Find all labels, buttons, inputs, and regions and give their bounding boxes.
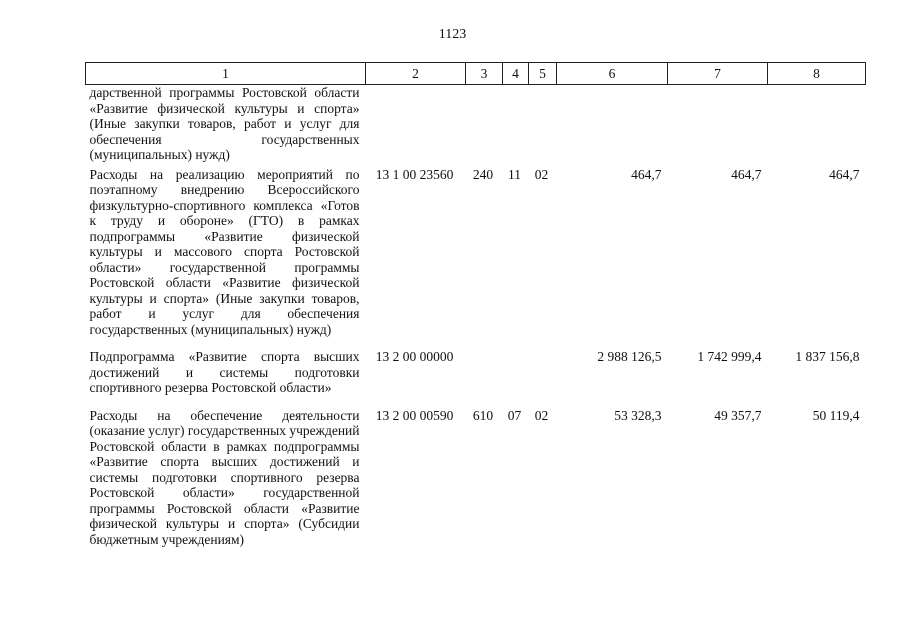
- row-value-col8: [768, 85, 866, 163]
- table-header-row: [86, 63, 866, 85]
- row-subsection: 02: [534, 407, 549, 423]
- row-expense-type: [466, 345, 503, 404]
- row-subsection: 02: [534, 166, 549, 182]
- column-header-8: 8: [768, 63, 866, 85]
- row-target-code: 13 2 00 00590: [375, 407, 454, 423]
- row-section: 11: [508, 166, 521, 182]
- row-value-col6: 2 988 126,5: [597, 349, 662, 364]
- row-expense-type: [466, 85, 503, 163]
- row-value-col8: 50 119,4: [812, 407, 860, 423]
- row-subsection: [529, 345, 557, 404]
- row-value-col6: [557, 85, 668, 163]
- column-header-3: 3: [466, 63, 503, 85]
- row-value-col7: 464,7: [731, 166, 762, 182]
- row-section: [503, 345, 529, 404]
- page-number: 1123: [438, 27, 467, 42]
- budget-table: [85, 62, 866, 555]
- row-target-code: 13 2 00 00000: [375, 349, 454, 364]
- row-value-col6: 464,7: [631, 166, 662, 182]
- row-subsection: [529, 85, 557, 163]
- row-target-code: 13 1 00 23560: [375, 166, 454, 182]
- table-row: [86, 404, 866, 556]
- column-header-5: 5: [529, 63, 557, 85]
- row-expense-type: 610: [472, 407, 494, 423]
- row-target-code: [366, 85, 466, 163]
- column-header-6: 6: [557, 63, 668, 85]
- row-description: Расходы на реализацию мероприятий по поэтапному внедрению Всероссийского физкультурно-спортивного комплекса «Готов к труду и обороне» (ГТО) в рамках подпрограммы «Развитие физической культуры и массового спорта Ростовской области» государственной программы Ростовской области «Развитие физической культуры и спорта» (Иные закупки товаров, работ и услуг для обеспечения государственных (муниципальных) нужд): [89, 166, 360, 337]
- row-value-col8: 464,7: [829, 166, 860, 182]
- row-value-col8: 1 837 156,8: [795, 349, 860, 364]
- row-value-col7: 1 742 999,4: [697, 349, 762, 364]
- table-row: [86, 345, 866, 404]
- row-description: Подпрограмма «Развитие спорта высших достижений и системы подготовки спортивного резерва Ростовской области»: [89, 349, 360, 395]
- row-value-col7: 49 357,7: [714, 407, 762, 423]
- row-value-col7: [668, 85, 768, 163]
- table-row: [86, 85, 866, 163]
- row-description: дарственной программы Ростовской области «Развитие физической культуры и спорта» (Иные закупки товаров, работ и услуг для обеспечения государственных (муниципальных) нужд): [89, 85, 360, 162]
- column-header-4: 4: [503, 63, 529, 85]
- row-value-col6: 53 328,3: [614, 407, 662, 423]
- column-header-2: 2: [366, 63, 466, 85]
- row-expense-type: 240: [472, 166, 494, 182]
- column-header-7: 7: [668, 63, 768, 85]
- row-description: Расходы на обеспечение деятельности (оказание услуг) государственных учреждений Ростовской области в рамках подпрограммы «Развитие спорта высших достижений и системы подготовки спортивного резерва Ростовской области» государственной программы Ростовской области «Развитие физической культуры и спорта» (Субсидии бюджетным учреждениям): [89, 407, 360, 547]
- row-section: 07: [507, 407, 522, 423]
- row-section: [503, 85, 529, 163]
- column-header-1: 1: [86, 63, 366, 85]
- table-row: [86, 163, 866, 346]
